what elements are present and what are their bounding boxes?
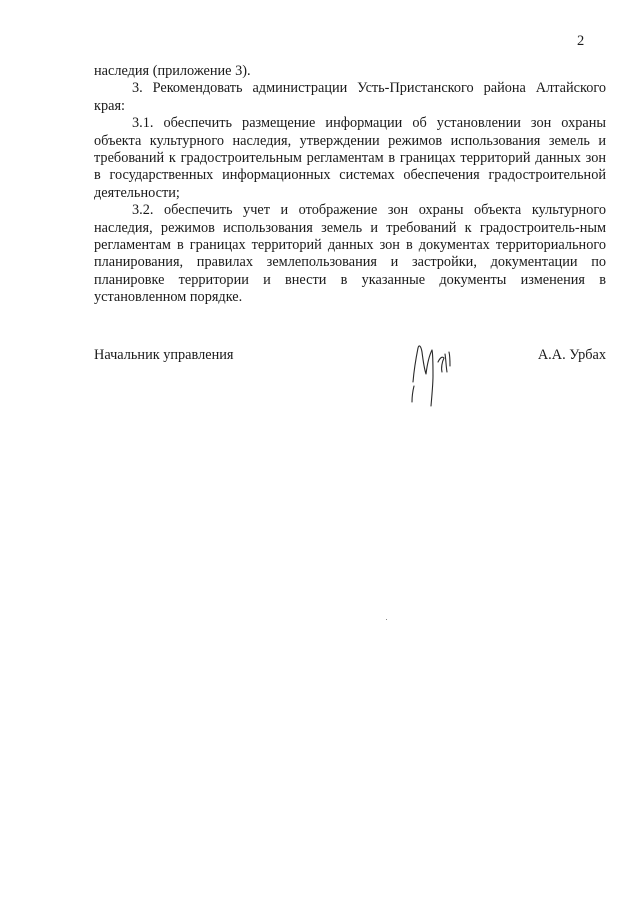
page-number: 2 <box>577 33 585 49</box>
handwritten-signature-icon <box>404 340 464 412</box>
document-body <box>94 63 606 307</box>
signature-block <box>94 347 606 367</box>
continuation-line: наследия (приложение 3). <box>94 63 251 79</box>
item-3-2: 3.2. обеспечить учет и отображение зон охраны объекта культурного наследия, режимов использования земель и требований к градостроитель-ным регламентам в границах территорий данных зон в документах территориального планирования, правилах землепользования и застройки, документации по планировке территории и внести в указанные документы изменения в установленном порядке. <box>94 202 606 306</box>
scan-speck <box>386 619 387 620</box>
signatory-title: Начальник управления <box>94 347 234 363</box>
item-3: 3. Рекомендовать администрации Усть-Пристанского района Алтайского края: <box>94 80 606 114</box>
item-3-1: 3.1. обеспечить размещение информации об установлении зон охраны объекта культурного наследия, утверждении режимов использования земель и требований к градостроительным регламентам в границах территорий данных зон в государственных информационных системах обеспечения градостроительной деятельности; <box>94 115 606 201</box>
signatory-name: А.А. Урбах <box>537 347 606 363</box>
